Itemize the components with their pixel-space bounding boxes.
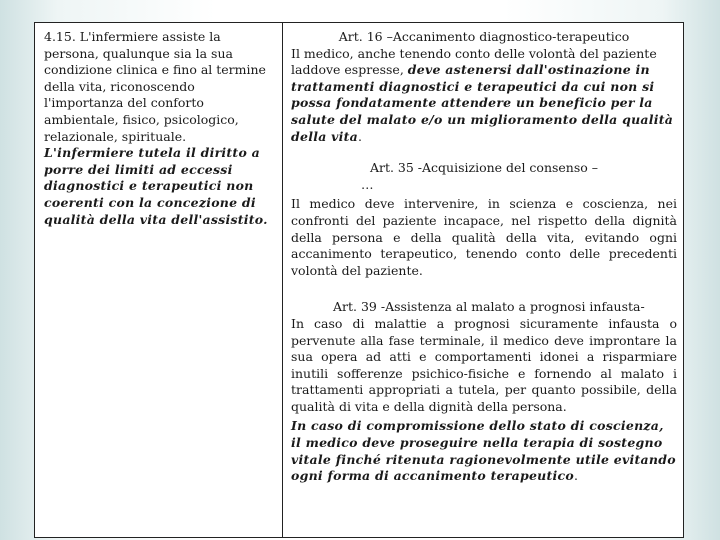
comparison-table	[34, 22, 684, 538]
art39-title: Art. 39 -Assistenza al malato a prognosi infausta-	[333, 299, 645, 315]
article-4-15	[44, 29, 276, 228]
nursing-code-column	[35, 23, 283, 537]
art16-end: .	[358, 128, 363, 144]
art35-body: Il medico deve intervenire, in scienza e coscienza, nei confronti del paziente incapace, nel rispetto della dignità della persona e della qualità della vita, evitando ogni accanimento terapeutico, tenendo conto delle precedenti volontà del paziente.	[291, 196, 677, 278]
article-4-15-text: 4.15. L'infermiere assiste la persona, qualunque sia la sua condizione clinica e fino al termine della vita, riconoscendo l'importanza del conforto ambientale, fisico, psicologico, relazionale, spirituale.	[44, 29, 266, 144]
art16-title: Art. 16 –Accanimento diagnostico-terapeutico	[338, 29, 630, 44]
article-4-15-emphasis: L'infermiere tutela il diritto a porre dei limiti ad eccessi diagnostici e terapeutici non coerenti con la concezione di qualità della vita dell'assistito.	[44, 145, 268, 227]
art39-emphasis: In caso di compromissione dello stato di coscienza, il medico deve proseguire nella terapia di sostegno vitale finché ritenuta ragionevolmente utile evitando ogni forma di accanimento terapeutico	[291, 418, 676, 484]
art35-ellipsis: …	[361, 176, 374, 192]
art39-paragraph-emphasis	[291, 418, 677, 484]
art16-emphasis: deve astenersi dall'ostinazione in trattamenti diagnostici e terapeutici da cui non si possa fondatamente attendere un beneficio per la salute del malato e/o un miglioramento della qualità della vita	[291, 62, 674, 144]
art35-title: Art. 35 -Acquisizione del consenso –	[369, 160, 599, 176]
art16-paragraph	[291, 46, 677, 146]
art39-body: In caso di malattie a prognosi sicuramente infausta o pervenute alla fase terminale, il medico deve improntare la sua opera ad atti e comportamenti idonei a risparmiare inutili sofferenze psichico-fisiche e fornendo al malato i trattamenti appropriati a tutela, per quanto possibile, della qualità di vita e della dignità della persona.	[291, 315, 677, 414]
art16-text: Il medico, anche tenendo conto delle volontà del paziente laddove espresse,	[291, 45, 657, 78]
art39-end: .	[574, 468, 578, 484]
medical-code-column	[283, 23, 683, 537]
